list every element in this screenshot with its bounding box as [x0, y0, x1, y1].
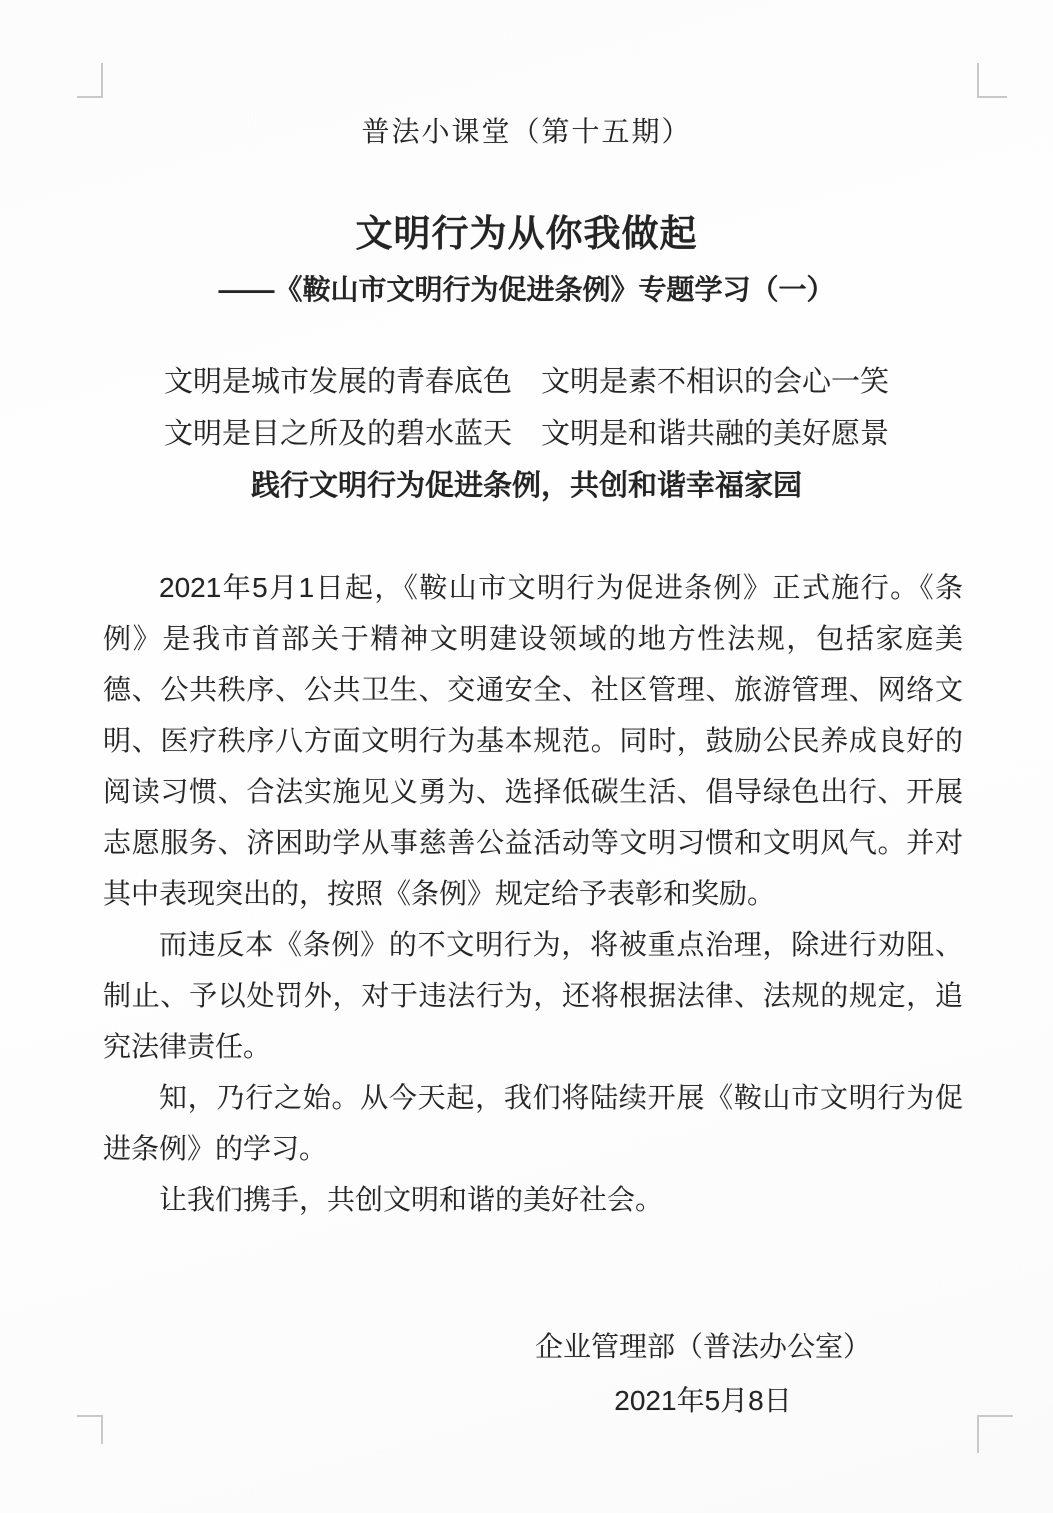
signature-date: 2021年5月8日	[614, 1385, 792, 1416]
signature-block	[503, 1320, 903, 1428]
body-paragraph: 让我们携手，共创文明和谐的美好社会。	[159, 1184, 664, 1215]
epigraph-block	[0, 356, 1053, 512]
page-margin-corner-mark-bottom-left	[77, 1415, 103, 1444]
epigraph-line-2: 文明是目之所及的碧水蓝天 文明是和谐共融的美好愿景	[163, 418, 889, 450]
page-margin-corner-mark-top-left	[77, 63, 103, 98]
epigraph-slogan: 践行文明行为促进条例，共创和谐幸福家园	[250, 470, 802, 502]
document-title: 文明行为从你我做起	[355, 213, 698, 254]
epigraph-line-1: 文明是城市发展的青春底色 文明是素不相识的会心一笑	[163, 366, 889, 398]
body-paragraph: 知，乃行之始。从今天起，我们将陆续开展《鞍山市文明行为促进条例》的学习。	[103, 1082, 963, 1164]
signature-department: 企业管理部（普法办公室）	[534, 1331, 871, 1362]
page-margin-corner-mark-top-right	[977, 63, 1007, 98]
issue-header: 普法小课堂（第十五期）	[361, 116, 692, 147]
body-paragraph: 2021年5月1日起，《鞍山市文明行为促进条例》正式施行。《条例》是我市首部关于精神文明建设领域的地方性法规，包括家庭美德、公共秩序、公共卫生、交通安全、社区管理、旅游管理、网络文明、医疗秩序八方面文明行为基本规范。同时，鼓励公民养成良好的阅读习惯、合法实施见义勇为、选择低碳生活、倡导绿色出行、开展志愿服务、济困助学从事慈善公益活动等文明习惯和文明风气。并对其中表现突出的，按照《条例》规定给予表彰和奖励。	[103, 572, 963, 909]
body-paragraph: 而违反本《条例》的不文明行为，将被重点治理，除进行劝阻、制止、予以处罚外，对于违法行为，还将根据法律、法规的规定，追究法律责任。	[103, 929, 963, 1062]
page-margin-corner-mark-bottom-right	[977, 1415, 1013, 1453]
document-subtitle: ——《鞍山市文明行为促进条例》专题学习（一）	[218, 274, 835, 305]
document-body	[103, 562, 963, 1225]
